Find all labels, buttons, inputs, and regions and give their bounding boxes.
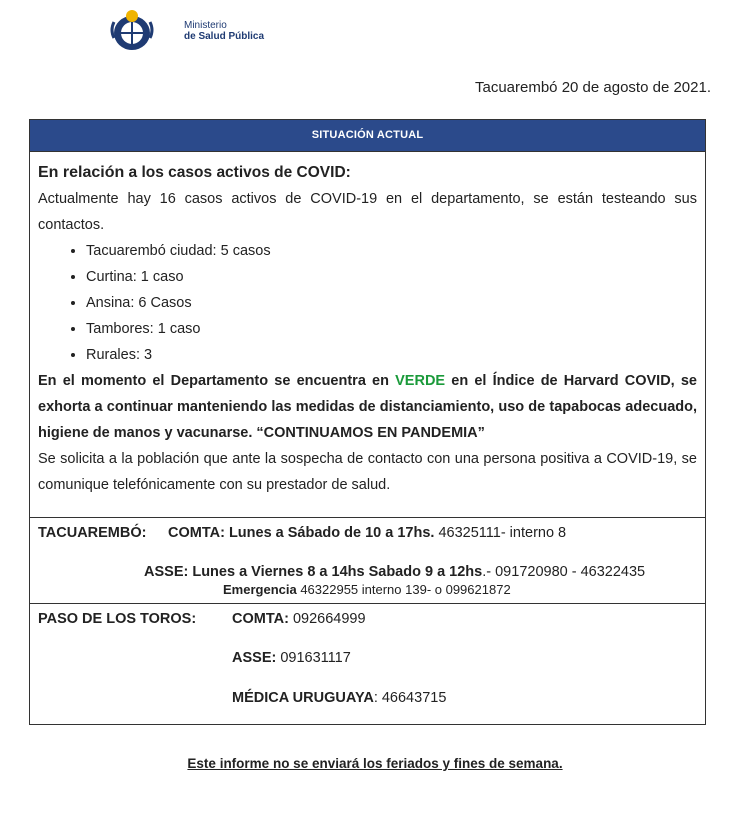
list-item: • Tambores: 1 caso xyxy=(86,316,697,342)
comta-phone: 46325111- interno 8 xyxy=(434,525,567,541)
asse-label: ASSE: xyxy=(232,650,277,666)
intro-paragraph: Actualmente hay 16 casos activos de COVID-19 en el departamento, se están testeando sus contactos. xyxy=(38,191,697,233)
asse-tacuarembo xyxy=(144,564,645,580)
heading-part-1: En relación xyxy=(38,164,125,181)
asse-phone: 091631117 xyxy=(276,650,351,666)
emergency-phone: 46322955 interno 139- o 099621872 xyxy=(296,582,511,597)
paso-label: PASO DE LOS TOROS: xyxy=(38,611,197,627)
emergency-label: Emergencia xyxy=(223,582,297,597)
list-item: • Rurales: 3 xyxy=(86,342,697,368)
status-paragraph xyxy=(38,368,697,446)
comta-phone: 092664999 xyxy=(288,611,366,627)
footer-note: Este informe no se enviará los feriados y fines de semana. xyxy=(187,756,563,771)
status-text-before: En el momento el Departamento se encuentra en xyxy=(38,373,396,389)
list-item: • Curtina: 1 caso xyxy=(86,264,697,290)
asse-phone: .- 091720980 - 46322435 xyxy=(482,564,646,580)
cases-list xyxy=(38,238,697,368)
asse-hours: ASSE: Lunes a Viernes 8 a 14hs Sabado 9 a 12hs xyxy=(144,564,483,580)
comta-hours: COMTA: Lunes a Sábado de 10 a 17hs. xyxy=(168,525,435,541)
situation-box xyxy=(29,119,706,725)
comta-label: COMTA: xyxy=(232,611,289,627)
list-item: • Ansina: 6 Casos xyxy=(86,290,697,316)
ministry-line-1: Ministerio xyxy=(184,20,227,31)
heading-part-2: a los casos activos de COVID: xyxy=(124,164,351,181)
tacuarembo-label: TACUAREMBÓ: xyxy=(38,525,147,541)
list-item: • Tacuarembó ciudad: 5 casos xyxy=(86,238,697,264)
medica-phone: : 46643715 xyxy=(373,690,447,706)
active-cases-section xyxy=(30,151,705,517)
comta-tacuarembo xyxy=(168,525,566,541)
tacuarembo-contacts xyxy=(30,517,705,603)
ministry-logo xyxy=(110,8,290,54)
section-heading xyxy=(38,160,697,186)
uruguay-coat-of-arms-icon xyxy=(110,8,170,54)
request-paragraph: Se solicita a la población que ante la sospecha de contacto con una persona positiva a COVID-19, se comunique telefónicamente con su prestador de salud. xyxy=(38,451,697,493)
situation-title: SITUACIÓN ACTUAL xyxy=(30,120,705,151)
emergency-line xyxy=(223,582,511,597)
ministry-line-2: de Salud Pública xyxy=(184,31,265,42)
medica-label: MÉDICA URUGUAYA xyxy=(232,690,374,706)
asse-paso xyxy=(232,650,351,666)
comta-paso xyxy=(232,611,366,627)
status-text-after: en el Índice de Harvard COVID, se exhorta a continuar manteniendo las medidas de distanciamiento, uso de tapabocas adecuado, higiene de manos y vacunarse. “CONTINUAMOS EN PANDEMIA” xyxy=(38,373,697,441)
ministry-name xyxy=(184,20,264,42)
report-date: Tacuarembó 20 de agosto de 2021. xyxy=(474,79,711,96)
medica-uruguaya xyxy=(232,690,446,706)
status-color-word: VERDE xyxy=(395,373,446,389)
paso-de-los-toros-contacts xyxy=(30,603,705,726)
